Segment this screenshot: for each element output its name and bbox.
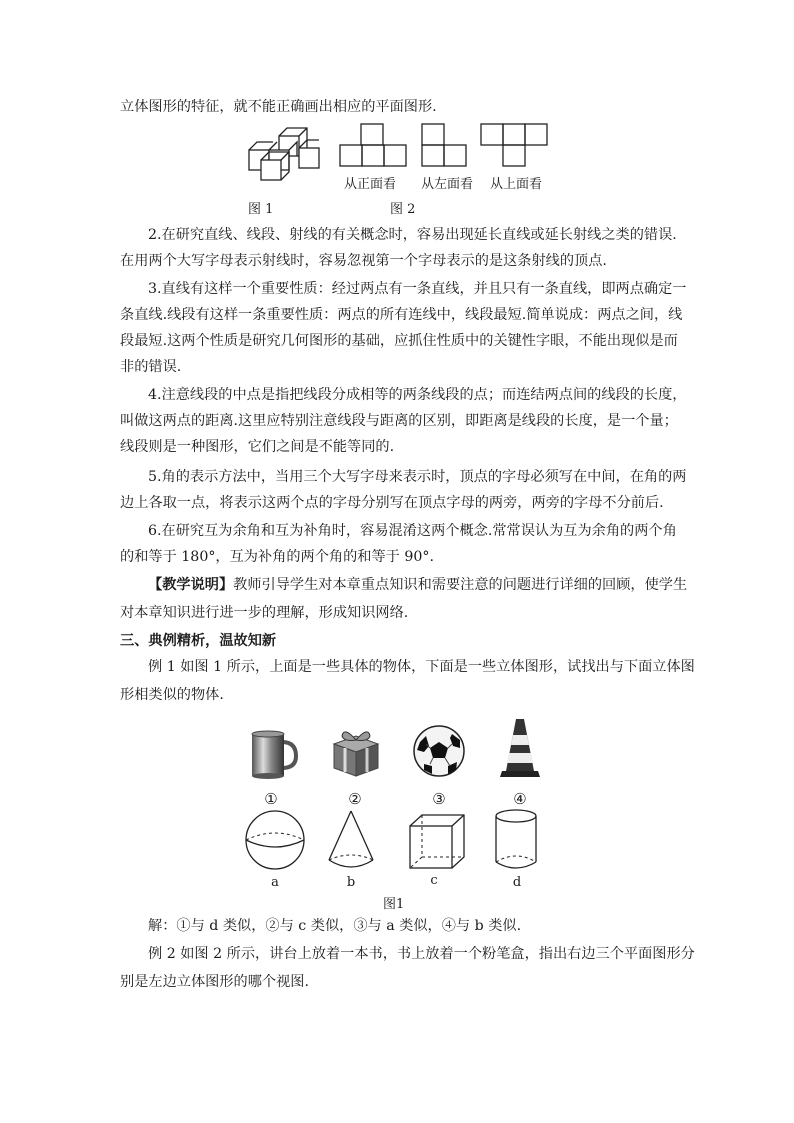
paragraph-line: 在用两个大写字母表示射线时，容易忽视第一个字母表示的是这条射线的顶点.: [120, 253, 607, 269]
top-view-label: 从上面看: [490, 177, 543, 192]
paragraph-line: 别是左边立体图形的哪个视图.: [120, 974, 309, 990]
teaching-note-text: 教师引导学生对本章重点知识和需要注意的问题进行详细的回顾，使学生: [233, 577, 688, 593]
solution-line: 解：①与 d 类似，②与 c 类似，③与 a 类似，④与 b 类似.: [148, 918, 522, 934]
paragraph-line: 4.注意线段的中点是指把线段分成相等的两条线段的点；而连结两点间的线段的长度，: [148, 387, 687, 403]
paragraph-line: 例 1 如图 1 所示，上面是一些具体的物体，下面是一些立体图形，试找出与下面立体图: [148, 659, 695, 675]
paragraph-line: 6.在研究互为余角和互为补角时，容易混淆这两个概念.常常误认为互为余角的两个角: [148, 523, 677, 539]
paragraph-line: 对本章知识进行进一步的理解，形成知识网络.: [120, 605, 409, 621]
paragraph-line: 5.角的表示方法中，当用三个大写字母来表示时，顶点的字母必须写在中间，在角的两: [148, 469, 687, 485]
teaching-note-line: [148, 575, 687, 595]
shape-letter-a: a: [271, 875, 279, 890]
paragraph-line: 线段则是一种图形，它们之间是不能等同的.: [120, 439, 395, 455]
teaching-note-label: 【教学说明】: [148, 577, 234, 593]
paragraph-line: 例 2 如图 2 所示，讲台上放着一本书，书上放着一个粉笔盒，指出右边三个平面图形分: [148, 946, 695, 962]
cube-shape: [407, 812, 467, 872]
paragraph-line: 边上各取一点，将表示这两个点的字母分别写在顶点字母的两旁，两旁的字母不分前后.: [120, 495, 664, 511]
paragraph-line: 叫做这两点的距离.这里应特别注意线段与距离的区别，即距离是线段的长度，是一个量；: [120, 413, 678, 429]
paragraph-line: 3.直线有这样一个重要性质：经过两点有一条直线，并且只有一条直线，即两点确定一: [148, 281, 687, 297]
object-number-2: ②: [348, 790, 362, 808]
paragraph-line: 形相类似的物体.: [120, 687, 224, 703]
shape-letter-d: d: [512, 875, 522, 890]
cube-stack-figure: [245, 124, 325, 184]
gift-box-image: [330, 726, 382, 778]
object-number-1: ①: [264, 790, 278, 808]
paragraph-line: 立体图形的特征，就不能正确画出相应的平面图形.: [120, 99, 437, 115]
section-heading: 三、典例精析，温故知新: [120, 633, 277, 649]
left-view-figure: [421, 122, 467, 168]
shape-letter-c: c: [430, 873, 438, 888]
sphere-shape: [243, 808, 307, 872]
objects-figure-caption: 图1: [383, 897, 405, 912]
shape-letter-b: b: [346, 875, 356, 890]
paragraph-line: 段最短.这两个性质是研究几何图形的基础，应抓住性质中的关键性字眼，不能出现似是而: [120, 333, 678, 349]
paragraph-line: 2.在研究直线、线段、射线的有关概念时，容易出现延长直线或延长射线之类的错误.: [148, 227, 677, 243]
cone-shape: [326, 808, 376, 872]
fig2-caption: 图 2: [390, 202, 416, 217]
left-view-label: 从左面看: [421, 177, 474, 192]
cylinder-shape: [493, 808, 539, 872]
traffic-cone-image: [498, 717, 542, 779]
paragraph-line: 条直线.线段有这样一条重要性质：两点的所有连线中，线段最短.简单说成：两点之间，线: [120, 307, 683, 323]
mug-image: [246, 728, 298, 780]
soccer-ball-image: [412, 724, 466, 778]
front-view-figure: [339, 122, 409, 168]
top-view-figure: [480, 122, 550, 168]
object-number-4: ④: [513, 790, 527, 808]
fig1-caption: 图 1: [248, 202, 274, 217]
paragraph-line: 的和等于 180°，互为补角的两个角的和等于 90°.: [120, 549, 435, 565]
front-view-label: 从正面看: [344, 177, 397, 192]
object-number-3: ③: [432, 790, 446, 808]
paragraph-line: 非的错误.: [120, 359, 182, 375]
